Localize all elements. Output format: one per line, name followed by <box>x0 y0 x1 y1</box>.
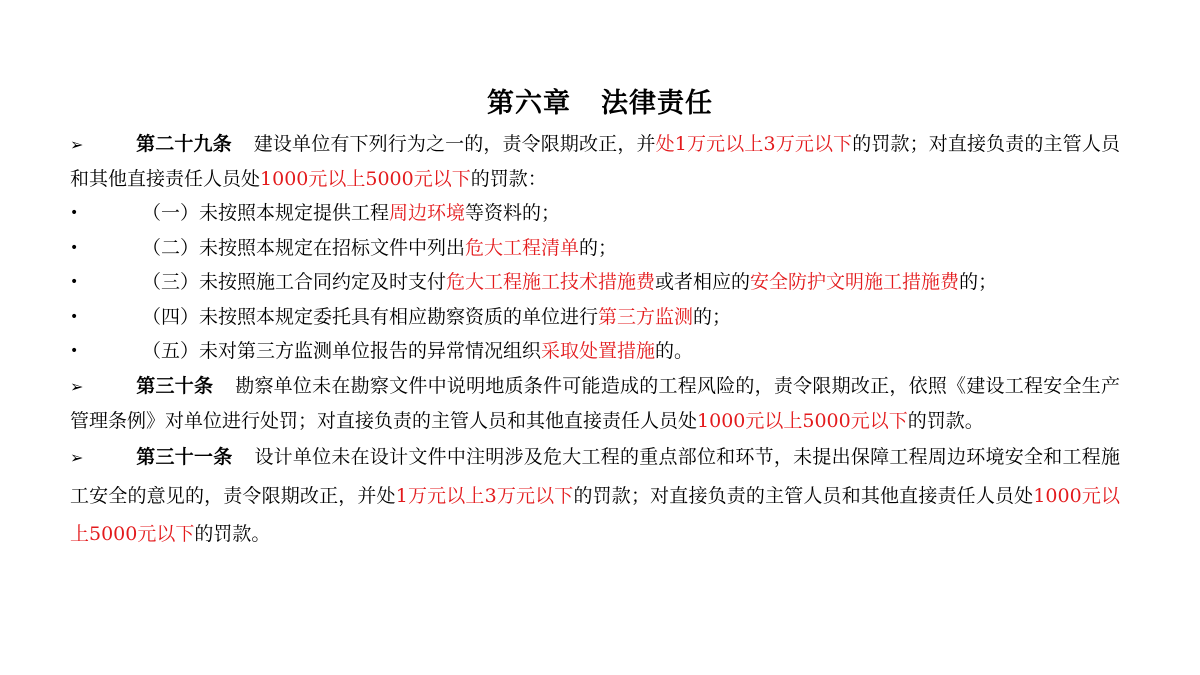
list-item-4-post: 的； <box>693 305 732 328</box>
bullet-dot-icon: • <box>70 308 79 325</box>
list-item-4 <box>70 300 1120 335</box>
list-item-3-highlight-2: 安全防护文明施工措施费 <box>750 271 960 293</box>
list-item-5-highlight: 采取处置措施 <box>541 340 656 362</box>
list-item-4-highlight: 第三方监测 <box>598 305 694 328</box>
article-30-label: 第三十条 <box>136 374 214 397</box>
bullet-dot-icon: • <box>70 239 79 256</box>
article-29-text-2: 的罚款；对直接负责的主管人员和其他直接责任人员处 <box>70 133 1120 190</box>
article-30 <box>70 369 1120 438</box>
article-31 <box>70 438 1120 553</box>
article-31-fine-person: 1000元以上5000元以下 <box>70 484 1120 545</box>
article-30-text-1: 勘察单位未在勘察文件中说明地质条件可能造成的工程风险的，责令限期改正，依照《建设工程安全生产管理条例》对单位进行处罚；对直接负责的主管人员和其他直接责任人员处 <box>70 374 1120 432</box>
list-item-1 <box>70 196 1120 231</box>
list-item-3-highlight: 危大工程施工技术措施费 <box>446 271 656 293</box>
article-31-fine-unit: 1万元以上3万元以下 <box>395 484 574 507</box>
list-item-1-highlight: 周边环境 <box>389 202 466 224</box>
chapter-content <box>70 127 1120 553</box>
article-29-label: 第二十九条 <box>136 133 232 155</box>
chapter-title <box>0 84 1200 124</box>
list-item-1-pre: （一）未按照本规定提供工程 <box>142 202 390 224</box>
article-29-text-3: 的罚款： <box>470 168 547 190</box>
bullet-dot-icon: • <box>70 343 79 359</box>
list-item-2-pre: （二）未按照本规定在招标文件中列出 <box>142 236 466 259</box>
article-31-label: 第三十一条 <box>136 445 233 468</box>
article-29-text-1: 建设单位有下列行为之一的，责令限期改正，并 <box>253 133 656 155</box>
arrowhead-marker-icon: ➢ <box>70 135 84 154</box>
list-item-3 <box>70 265 1120 300</box>
list-item-3-mid: 或者相应的 <box>655 271 751 293</box>
chapter-number: 第六章 <box>487 88 571 119</box>
bullet-dot-icon: • <box>70 274 79 290</box>
article-30-text-2: 的罚款。 <box>907 409 984 432</box>
list-item-2-highlight: 危大工程清单 <box>465 236 580 259</box>
article-29 <box>70 127 1120 196</box>
list-item-3-pre: （三）未按照施工合同约定及时支付 <box>142 271 447 293</box>
article-31-text-3: 的罚款。 <box>194 522 271 545</box>
article-31-text-2: 的罚款；对直接负责的主管人员和其他直接责任人员处 <box>573 484 1034 507</box>
arrowhead-marker-icon: ➢ <box>70 447 84 467</box>
list-item-5-post: 的。 <box>655 340 694 362</box>
article-29-fine-unit: 处1万元以上3万元以下 <box>655 133 853 155</box>
list-item-4-pre: （四）未按照本规定委托具有相应勘察资质的单位进行 <box>142 305 599 328</box>
article-29-fine-person: 1000元以上5000元以下 <box>260 168 471 190</box>
arrowhead-marker-icon: ➢ <box>70 376 84 396</box>
article-30-fine-person: 1000元以上5000元以下 <box>697 409 908 432</box>
chapter-name: 法律责任 <box>601 88 713 119</box>
bullet-dot-icon: • <box>70 205 79 221</box>
list-item-5-pre: （五）未对第三方监测单位报告的异常情况组织 <box>142 340 542 362</box>
list-item-2-post: 的； <box>579 236 618 259</box>
list-item-3-post: 的； <box>959 271 998 293</box>
list-item-1-post: 等资料的； <box>465 202 561 224</box>
article-31-text-1: 设计单位未在设计文件中注明涉及危大工程的重点部位和环节，未提出保障工程周边环境安全和工程施工安全的意见的，责令限期改正，并处 <box>70 445 1120 507</box>
list-item-2 <box>70 231 1120 266</box>
list-item-5 <box>70 334 1120 369</box>
